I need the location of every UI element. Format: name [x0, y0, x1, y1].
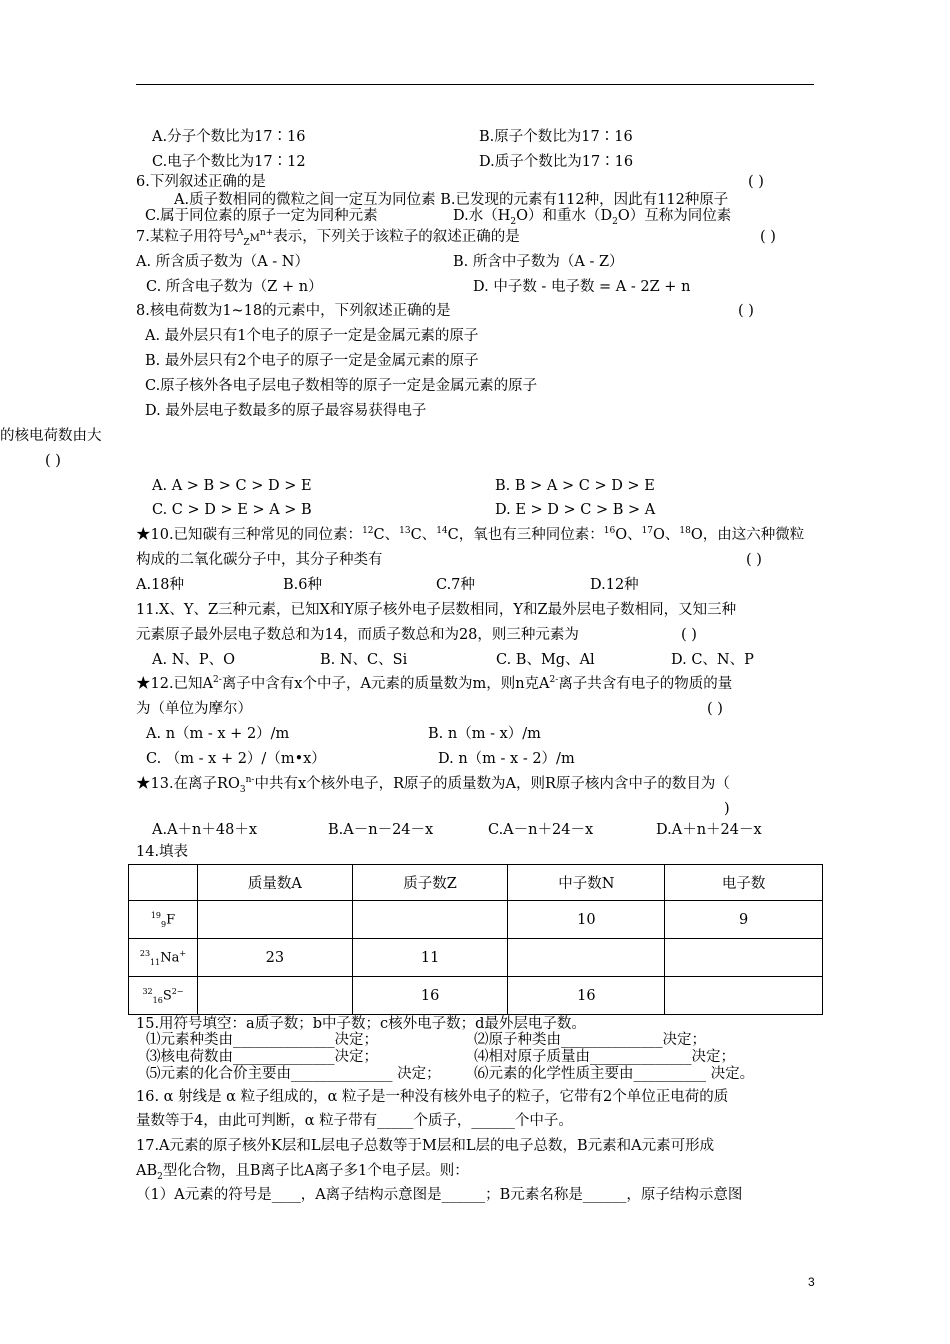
q12-stem-line1: ★12.已知$A^{2-}$离子中含有x个中子，A元素的质量数为m，则n克$A^{2-}$离子共含有电子的物质的量 [136, 675, 733, 692]
header-rule [136, 84, 814, 85]
q8-stem: 8.核电荷数为1~18的元素中，下列叙述正确的是 [136, 303, 451, 319]
table-header-cell: 电子数 [665, 865, 823, 901]
q16-line1: 16. α 射线是 α 粒子组成的，α 粒子是一种没有核外电子的粒子，它带有2个单位正电荷的质 [136, 1089, 729, 1105]
q16-line2: 量数等于4，由此可判断，α 粒子带有_____个质子，______个中子。 [136, 1113, 573, 1129]
table-row [129, 977, 823, 1015]
q17-line3: （1）A元素的符号是____，A离子结构示意图是______；B元素名称是______，原子结构示意图 [136, 1187, 743, 1203]
nuclide-symbol: $^{32}_{16}S^{2-}$ [129, 977, 198, 1015]
q10-option-c: C.7种 [436, 577, 475, 593]
q10-stem-line1: ★10.已知碳有三种常见的同位素：$^{12}$C、$^{13}$C、$^{14}$C，氧也有三种同位素：$^{16}$O、$^{17}$O、$^{18}$O，由这六种微粒 [136, 526, 805, 543]
q7-stem: 7.某粒子用符号$^A_ZM^{n+}$表示，下列关于该粒子的叙述正确的是 [136, 228, 520, 248]
table-row [129, 939, 823, 977]
q9-option-c: C. C > D > E > A > B [152, 502, 312, 518]
q7-answer-paren: ( ) [760, 229, 776, 245]
q11-option-c: C. B、Mg、Al [496, 652, 595, 668]
table-header-cell: 质量数A [197, 865, 352, 901]
q8-option-d: D. 最外层电子数最多的原子最容易获得电子 [145, 403, 427, 419]
q8-option-c: C.原子核外各电子层电子数相等的原子一定是金属元素的原子 [145, 378, 538, 394]
q15-blank-2: ⑵原子种类由______________决定； [474, 1032, 706, 1048]
table-header-cell: 质子数Z [352, 865, 508, 901]
q17-line2: $AB_2$型化合物，且B离子比A离子多1个电子层。则： [136, 1163, 469, 1182]
q13-option-c: C.A－n＋24－x [488, 822, 594, 838]
q15-stem: 15.用符号填空：a质子数；b中子数；c核外电子数；d最外层电子数。 [136, 1016, 586, 1032]
q15-blank-6: ⑹元素的化学性质主要由__________ 决定。 [474, 1066, 755, 1082]
q13-stem-line2: ) [724, 801, 730, 817]
table-cell: 11 [352, 939, 508, 977]
q5-option-c: C.电子个数比为17∶12 [152, 154, 306, 170]
table-cell[interactable] [197, 901, 352, 939]
q7-option-a: A. 所含质子数为（A - N） [136, 254, 309, 270]
q13-stem-line1: ★13.在离子$RO_3^{n-}$中共有x个核外电子，R原子的质量数为A，则R原子核内含中子的数目为（ [136, 775, 730, 795]
q13-option-d: D.A＋n＋24－x [656, 822, 762, 838]
q10-option-a: A.18种 [136, 577, 185, 593]
q11-option-b: B. N、C、Si [320, 652, 408, 668]
table-cell: 16 [352, 977, 508, 1015]
q5-option-b: B.原子个数比为17∶16 [479, 129, 633, 145]
table-header-cell: 中子数N [508, 865, 665, 901]
q15-blank-1: ⑴元素种类由______________决定； [146, 1032, 378, 1048]
table-cell: 10 [508, 901, 665, 939]
q11-option-a: A. N、P、O [152, 652, 236, 668]
q8-option-a: A. 最外层只有1个电子的原子一定是金属元素的原子 [145, 328, 479, 344]
q7-option-b: B. 所含中子数为（A - Z） [453, 254, 624, 270]
q13-option-a: A.A＋n＋48＋x [152, 822, 258, 838]
q6-option-d: D.水$(H_2O)$和重水$(D_2O)$互称为同位素 [453, 208, 732, 227]
q11-answer-paren: ( ) [681, 627, 697, 643]
q12-option-c: C. （m - x + 2）/（m•x） [146, 751, 326, 767]
q6-option-c: C.属于同位素的原子一定为同种元素 [145, 208, 378, 224]
q10-option-d: D.12种 [590, 577, 639, 593]
q15-blank-4: ⑷相对原子质量由______________决定； [474, 1049, 735, 1065]
table-header-cell [129, 865, 198, 901]
q11-stem-line1: 11.X、Y、Z三种元素，已知X和Y原子核外电子层数相同，Y和Z最外层电子数相同，又知三种 [136, 602, 737, 618]
q15-blank-3: ⑶核电荷数由______________决定； [146, 1049, 378, 1065]
q7-option-c: C. 所含电子数为（Z + n） [146, 279, 323, 295]
q14-fill-table [128, 864, 823, 1015]
q9-stem-fragment: 的核电荷数由大 [0, 428, 102, 444]
q9-option-a: A. A > B > C > D > E [152, 478, 312, 494]
table-cell[interactable] [197, 977, 352, 1015]
q6-answer-paren: ( ) [748, 174, 764, 190]
q12-option-a: A. n（m - x + 2）/m [146, 726, 290, 742]
table-row [129, 901, 823, 939]
q9-option-b: B. B > A > C > D > E [495, 478, 655, 494]
q12-option-b: B. n（m - x）/m [428, 726, 541, 742]
q10-stem-line2: 构成的二氧化碳分子中，其分子种类有 [136, 552, 383, 568]
table-cell: 16 [508, 977, 665, 1015]
table-header-row [129, 865, 823, 901]
nuclide-symbol: $^{19}_9$F [129, 901, 198, 939]
q5-option-a: A.分子个数比为17∶16 [152, 129, 306, 145]
page-number: 3 [808, 1275, 815, 1289]
q7-option-d: D. 中子数 - 电子数 = A - 2Z + n [473, 279, 691, 295]
table-cell[interactable] [665, 939, 823, 977]
table-cell[interactable] [665, 977, 823, 1015]
q8-option-b: B. 最外层只有2个电子的原子一定是金属元素的原子 [145, 353, 479, 369]
table-cell: 9 [665, 901, 823, 939]
q15-blank-5: ⑸元素的化合价主要由______________ 决定； [146, 1066, 441, 1082]
table-cell: 23 [197, 939, 352, 977]
q13-option-b: B.A－n－24－x [328, 822, 434, 838]
table-cell[interactable] [508, 939, 665, 977]
q14-title: 14.填表 [136, 844, 189, 860]
q8-answer-paren: ( ) [738, 303, 754, 319]
table-cell[interactable] [352, 901, 508, 939]
q9-option-d: D. E > D > C > B > A [495, 502, 656, 518]
q17-line1: 17.A元素的原子核外K层和L层电子总数等于M层和L层的电子总数，B元素和A元素可形成 [136, 1138, 715, 1154]
q9-answer-paren: ( ) [45, 453, 61, 469]
q11-option-d: D. C、N、P [671, 652, 754, 668]
q10-option-b: B.6种 [283, 577, 322, 593]
q12-stem-line2: 为（单位为摩尔） [136, 701, 252, 717]
nuclide-symbol: $^{23}_{11}$Na+ [129, 939, 198, 977]
q6-options-ab: A.质子数相同的微粒之间一定互为同位素 B.已发现的元素有112种，因此有112种原子 [174, 192, 729, 208]
q5-option-d: D.质子个数比为17∶16 [479, 154, 634, 170]
q11-stem-line2: 元素原子最外层电子数总和为14，而质子数总和为28，则三种元素为 [136, 627, 579, 643]
q10-answer-paren: ( ) [746, 552, 762, 568]
q6-stem: 6.下列叙述正确的是 [136, 174, 266, 190]
q12-option-d: D. n（m - x - 2）/m [438, 751, 575, 767]
q12-answer-paren: ( ) [707, 701, 723, 717]
